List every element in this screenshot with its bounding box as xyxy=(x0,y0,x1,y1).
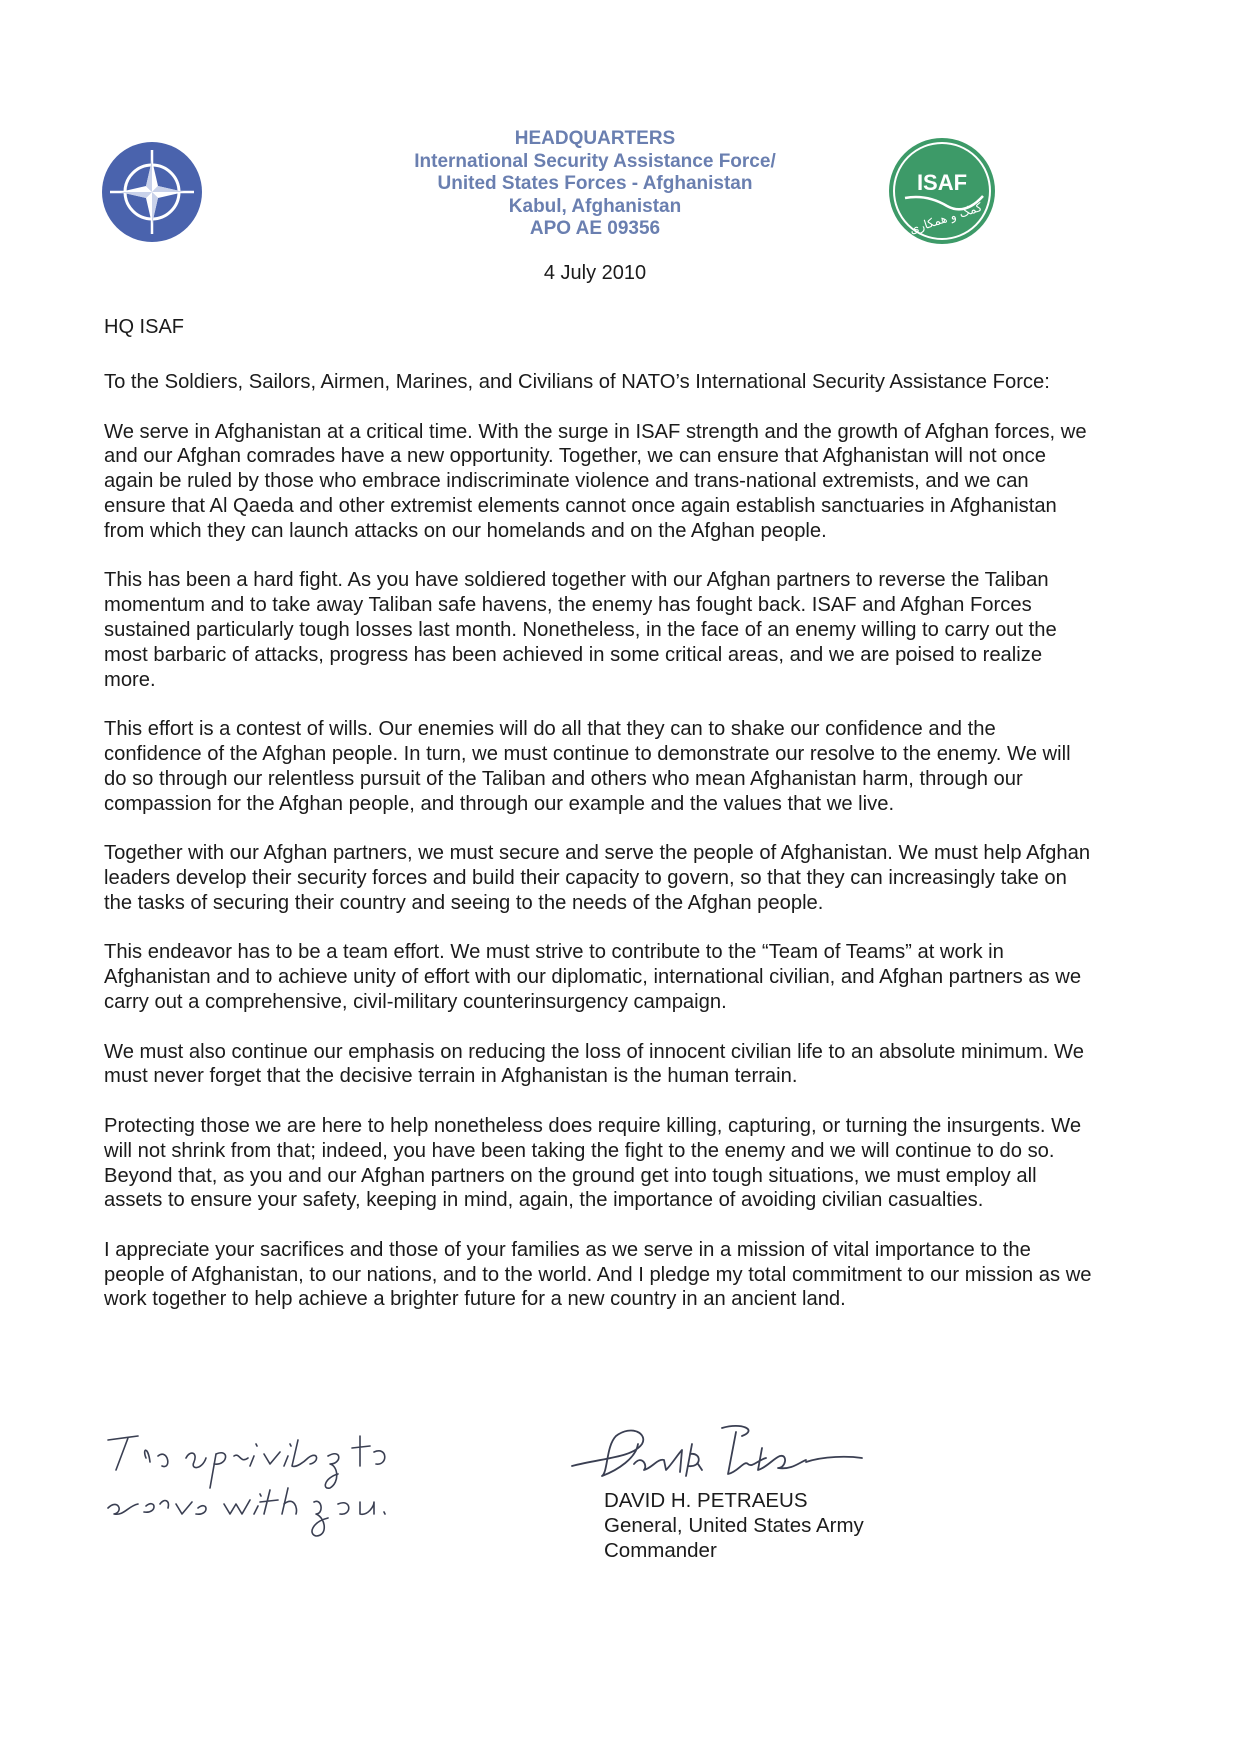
letterhead-line-2: International Security Assistance Force/ xyxy=(414,150,776,172)
paragraph: We must also continue our emphasis on reducing the loss of innocent civilian life to an absolute minimum. We must never forget that the decisive terrain in Afghanistan is the human terrain. xyxy=(104,1040,1084,1088)
salutation: To the Soldiers, Sailors, Airmen, Marines, and Civilians of NATO’s International Security Assistance Force: xyxy=(104,371,1050,393)
letterhead-line-1: HEADQUARTERS xyxy=(514,128,676,149)
signer-rank: General, United States Army xyxy=(604,1514,864,1537)
paragraph: This effort is a contest of wills. Our enemies will do all that they can to shake our confidence and the confidence of the Afghan people. In turn, we must continue to demonstrate our resolve to the enemy. We will do so through our relentless pursuit of the Taliban and others who mean Afghanistan harm, through our compassion for the Afghan people, and through our example and the values that we live. xyxy=(104,718,1071,815)
signature-block xyxy=(604,1488,864,1563)
isaf-emblem-icon xyxy=(887,136,997,246)
signature xyxy=(562,1414,872,1494)
nato-emblem-icon xyxy=(100,140,204,244)
paragraph: We serve in Afghanistan at a critical time. With the surge in ISAF strength and the growth of Afghan forces, we and our Afghan comrades have a new opportunity. Together, we can ensure that Afghanistan will not once again be ruled by those who embrace indiscriminate violence and trans-national extremists, and we can ensure that Al Qaeda and other extremist elements cannot once again establish sanctuaries in Afghanistan from which they can launch attacks on our homelands and on the Afghan people. xyxy=(104,420,1087,542)
sender-line: HQ ISAF xyxy=(104,316,185,338)
letterhead-line-4: Kabul, Afghanistan xyxy=(508,195,682,217)
isaf-logo-text: ISAF xyxy=(916,170,968,195)
letterhead-line-5: APO AE 09356 xyxy=(529,218,661,239)
paragraph: I appreciate your sacrifices and those of your families as we serve in a mission of vital importance to the people of Afghanistan, to our nations, and to the world. And I pledge my total commitment to our mission as we work together to help achieve a brighter future for a new country in an ancient land. xyxy=(104,1238,1092,1311)
isaf-logo-subtext: کمک و همکاری xyxy=(907,199,984,237)
signer-title: Commander xyxy=(604,1539,717,1562)
letter-date: 4 July 2010 xyxy=(543,262,647,284)
paragraph: Protecting those we are here to help nonetheless does require killing, capturing, or turning the insurgents. We will not shrink from that; indeed, you have been taking the fight to the enemy and we will continue to do so. Beyond that, as you and our Afghan partners on the ground get into tough situations, we must employ all assets to ensure your safety, keeping in mind, again, the importance of avoiding civilian casualties. xyxy=(104,1114,1082,1212)
signer-name: DAVID H. PETRAEUS xyxy=(604,1489,808,1512)
letterhead xyxy=(330,128,860,241)
handwritten-note xyxy=(98,1418,418,1538)
paragraph: Together with our Afghan partners, we must secure and serve the people of Afghanistan. We must help Afghan leaders develop their security forces and build their capacity to govern, so that they can increasingly take on the tasks of securing their country and seeing to the needs of the Afghan people. xyxy=(104,842,1091,914)
paragraph: This has been a hard fight. As you have soldiered together with our Afghan partners to reverse the Taliban momentum and to take away Taliban safe havens, the enemy has fought back. ISAF and Afghan Forces sustained particularly tough losses last month. Nonetheless, in the face of an enemy willing to carry out the most barbaric of attacks, progress has been achieved in some critical areas, and we are poised to realize more. xyxy=(104,569,1057,691)
letter-body xyxy=(104,370,1094,1337)
letterhead-line-3: United States Forces - Afghanistan xyxy=(437,173,753,194)
paragraph: This endeavor has to be a team effort. We must strive to contribute to the “Team of Teams” at work in Afghanistan and to achieve unity of effort with our diplomatic, international civilian, and Afghan partners as we carry out a comprehensive, civil-military counterinsurgency campaign. xyxy=(104,941,1082,1013)
